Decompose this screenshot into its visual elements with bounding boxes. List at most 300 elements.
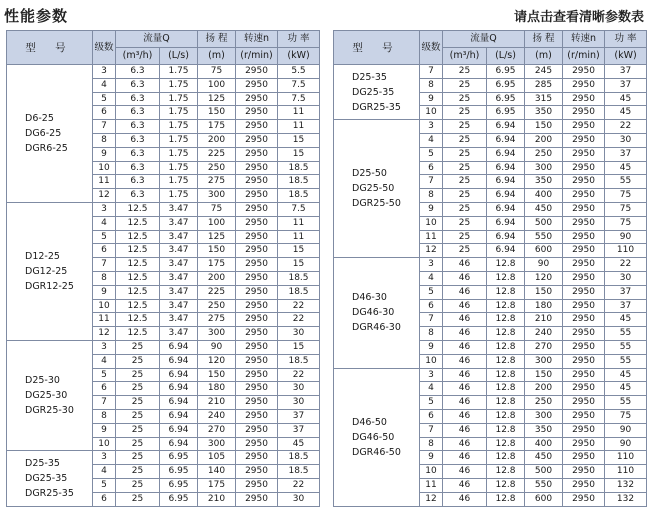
head-cell: 300 xyxy=(525,354,563,368)
speed-cell: 2950 xyxy=(236,78,278,92)
stage-cell: 11 xyxy=(93,175,116,189)
flow-ls-cell: 12.8 xyxy=(487,465,525,479)
speed-cell: 2950 xyxy=(236,368,278,382)
flow-ls-cell: 6.94 xyxy=(487,216,525,230)
flow-ls-cell: 12.8 xyxy=(487,492,525,506)
speed-cell: 2950 xyxy=(236,216,278,230)
speed-cell: 2950 xyxy=(236,340,278,354)
flow-m3h-cell: 46 xyxy=(443,327,487,341)
speed-cell: 2950 xyxy=(236,285,278,299)
power-cell: 18.5 xyxy=(278,465,320,479)
stage-cell: 11 xyxy=(420,478,443,492)
flow-m3h-cell: 6.3 xyxy=(116,92,160,106)
model-name: D25-35 xyxy=(352,71,387,83)
header-flow-unit-m3h: (m³/h) xyxy=(116,48,160,65)
model-name: DGR25-35 xyxy=(25,487,74,499)
flow-ls-cell: 6.94 xyxy=(487,202,525,216)
table-row xyxy=(7,65,320,79)
flow-m3h-cell: 46 xyxy=(443,451,487,465)
header-stages: 级数 xyxy=(93,31,116,65)
stage-cell: 10 xyxy=(420,216,443,230)
flow-m3h-cell: 46 xyxy=(443,423,487,437)
power-cell: 15 xyxy=(278,147,320,161)
head-cell: 125 xyxy=(198,230,236,244)
speed-cell: 2950 xyxy=(563,396,605,410)
speed-cell: 2950 xyxy=(563,161,605,175)
flow-m3h-cell: 25 xyxy=(443,147,487,161)
speed-cell: 2950 xyxy=(236,271,278,285)
power-cell: 11 xyxy=(278,230,320,244)
power-cell: 132 xyxy=(605,478,647,492)
flow-m3h-cell: 25 xyxy=(443,230,487,244)
power-cell: 11 xyxy=(278,120,320,134)
power-cell: 55 xyxy=(605,340,647,354)
flow-m3h-cell: 25 xyxy=(443,78,487,92)
head-cell: 150 xyxy=(198,244,236,258)
speed-cell: 2950 xyxy=(236,478,278,492)
flow-ls-cell: 6.94 xyxy=(487,244,525,258)
flow-m3h-cell: 25 xyxy=(116,382,160,396)
flow-ls-cell: 12.8 xyxy=(487,437,525,451)
flow-ls-cell: 6.94 xyxy=(160,354,198,368)
speed-cell: 2950 xyxy=(236,492,278,506)
view-clear-table-link[interactable]: 请点击查看清晰参数表 xyxy=(513,10,644,25)
speed-cell: 2950 xyxy=(563,354,605,368)
power-cell: 37 xyxy=(605,285,647,299)
flow-ls-cell: 12.8 xyxy=(487,409,525,423)
model-name: D25-30 xyxy=(25,375,60,387)
flow-ls-cell: 12.8 xyxy=(487,327,525,341)
stage-cell: 6 xyxy=(93,244,116,258)
flow-ls-cell: 6.95 xyxy=(487,78,525,92)
flow-m3h-cell: 46 xyxy=(443,382,487,396)
header-model: 型 号 xyxy=(7,31,93,65)
header-head: 扬 程 xyxy=(525,31,563,48)
head-cell: 285 xyxy=(525,78,563,92)
model-name: DGR12-25 xyxy=(25,280,74,292)
speed-cell: 2950 xyxy=(236,230,278,244)
stage-cell: 3 xyxy=(93,202,116,216)
head-cell: 600 xyxy=(525,244,563,258)
speed-cell: 2950 xyxy=(563,285,605,299)
head-cell: 105 xyxy=(198,451,236,465)
flow-m3h-cell: 12.5 xyxy=(116,216,160,230)
speed-cell: 2950 xyxy=(236,382,278,396)
power-cell: 75 xyxy=(605,202,647,216)
power-cell: 45 xyxy=(605,313,647,327)
model-name: DGR46-50 xyxy=(352,446,401,458)
speed-cell: 2950 xyxy=(236,299,278,313)
model-name: DGR25-50 xyxy=(352,198,401,210)
power-cell: 45 xyxy=(605,368,647,382)
flow-ls-cell: 3.47 xyxy=(160,216,198,230)
head-cell: 200 xyxy=(525,133,563,147)
flow-m3h-cell: 25 xyxy=(116,423,160,437)
table-row xyxy=(7,451,320,465)
speed-cell: 2950 xyxy=(236,65,278,79)
power-cell: 90 xyxy=(605,230,647,244)
stage-cell: 7 xyxy=(93,120,116,134)
flow-ls-cell: 1.75 xyxy=(160,175,198,189)
header-speed-unit: (r/min) xyxy=(563,48,605,65)
flow-ls-cell: 6.94 xyxy=(160,396,198,410)
power-cell: 30 xyxy=(605,133,647,147)
speed-cell: 2950 xyxy=(563,451,605,465)
head-cell: 550 xyxy=(525,230,563,244)
flow-m3h-cell: 12.5 xyxy=(116,244,160,258)
speed-cell: 2950 xyxy=(236,409,278,423)
stage-cell: 10 xyxy=(93,299,116,313)
flow-ls-cell: 3.47 xyxy=(160,202,198,216)
flow-m3h-cell: 12.5 xyxy=(116,327,160,341)
model-name: D25-50 xyxy=(352,168,387,180)
head-cell: 120 xyxy=(198,354,236,368)
head-cell: 180 xyxy=(198,382,236,396)
header-flow-unit-ls: (L/s) xyxy=(487,48,525,65)
speed-cell: 2950 xyxy=(236,423,278,437)
stage-cell: 4 xyxy=(420,271,443,285)
stage-cell: 10 xyxy=(93,437,116,451)
flow-ls-cell: 12.8 xyxy=(487,423,525,437)
model-name: DG46-50 xyxy=(352,431,395,443)
flow-m3h-cell: 25 xyxy=(443,202,487,216)
flow-m3h-cell: 25 xyxy=(116,409,160,423)
head-cell: 450 xyxy=(525,451,563,465)
model-cell xyxy=(7,340,93,450)
head-cell: 90 xyxy=(525,258,563,272)
flow-ls-cell: 3.47 xyxy=(160,230,198,244)
power-cell: 90 xyxy=(605,423,647,437)
flow-ls-cell: 6.94 xyxy=(487,161,525,175)
head-cell: 150 xyxy=(525,368,563,382)
power-cell: 110 xyxy=(605,451,647,465)
speed-cell: 2950 xyxy=(236,120,278,134)
head-cell: 500 xyxy=(525,465,563,479)
flow-ls-cell: 12.8 xyxy=(487,258,525,272)
flow-m3h-cell: 25 xyxy=(443,189,487,203)
speed-cell: 2950 xyxy=(563,327,605,341)
flow-ls-cell: 3.47 xyxy=(160,271,198,285)
model-name: DG25-50 xyxy=(352,183,395,195)
flow-ls-cell: 1.75 xyxy=(160,106,198,120)
stage-cell: 3 xyxy=(93,451,116,465)
header-power: 功 率 xyxy=(278,31,320,48)
stage-cell: 5 xyxy=(420,285,443,299)
flow-m3h-cell: 46 xyxy=(443,258,487,272)
speed-cell: 2950 xyxy=(236,106,278,120)
head-cell: 250 xyxy=(198,299,236,313)
flow-m3h-cell: 12.5 xyxy=(116,202,160,216)
flow-m3h-cell: 25 xyxy=(116,451,160,465)
head-cell: 270 xyxy=(525,340,563,354)
speed-cell: 2950 xyxy=(236,92,278,106)
model-name: D46-50 xyxy=(352,416,387,428)
stage-cell: 4 xyxy=(93,216,116,230)
power-cell: 18.5 xyxy=(278,189,320,203)
table-row xyxy=(334,368,647,382)
power-cell: 45 xyxy=(605,92,647,106)
flow-m3h-cell: 25 xyxy=(116,437,160,451)
head-cell: 300 xyxy=(525,161,563,175)
speed-cell: 2950 xyxy=(563,437,605,451)
power-cell: 30 xyxy=(605,271,647,285)
stage-cell: 3 xyxy=(420,258,443,272)
stage-cell: 9 xyxy=(93,423,116,437)
speed-cell: 2950 xyxy=(563,299,605,313)
flow-m3h-cell: 46 xyxy=(443,396,487,410)
model-name: DG12-25 xyxy=(25,265,68,277)
head-cell: 250 xyxy=(198,161,236,175)
stage-cell: 5 xyxy=(93,230,116,244)
head-cell: 300 xyxy=(198,437,236,451)
head-cell: 240 xyxy=(198,409,236,423)
stage-cell: 6 xyxy=(420,161,443,175)
head-cell: 180 xyxy=(525,299,563,313)
power-cell: 18.5 xyxy=(278,175,320,189)
power-cell: 18.5 xyxy=(278,271,320,285)
head-cell: 150 xyxy=(525,120,563,134)
stage-cell: 9 xyxy=(420,451,443,465)
power-cell: 37 xyxy=(278,409,320,423)
flow-m3h-cell: 25 xyxy=(116,478,160,492)
power-cell: 7.5 xyxy=(278,202,320,216)
head-cell: 250 xyxy=(525,396,563,410)
model-cell xyxy=(7,202,93,340)
power-cell: 30 xyxy=(278,327,320,341)
flow-ls-cell: 6.94 xyxy=(160,382,198,396)
speed-cell: 2950 xyxy=(563,147,605,161)
model-name: D46-30 xyxy=(352,292,387,304)
flow-ls-cell: 6.94 xyxy=(160,423,198,437)
flow-m3h-cell: 25 xyxy=(116,492,160,506)
speed-cell: 2950 xyxy=(563,382,605,396)
power-cell: 75 xyxy=(605,409,647,423)
flow-m3h-cell: 25 xyxy=(116,396,160,410)
header-power-unit: (kW) xyxy=(278,48,320,65)
flow-ls-cell: 12.8 xyxy=(487,451,525,465)
speed-cell: 2950 xyxy=(563,78,605,92)
power-cell: 18.5 xyxy=(278,354,320,368)
speed-cell: 2950 xyxy=(236,147,278,161)
flow-ls-cell: 6.95 xyxy=(160,492,198,506)
speed-cell: 2950 xyxy=(563,202,605,216)
flow-m3h-cell: 25 xyxy=(443,244,487,258)
stage-cell: 10 xyxy=(420,354,443,368)
stage-cell: 9 xyxy=(93,285,116,299)
model-name: DG25-35 xyxy=(352,86,395,98)
stage-cell: 11 xyxy=(93,313,116,327)
head-cell: 210 xyxy=(198,492,236,506)
head-cell: 250 xyxy=(525,147,563,161)
power-cell: 132 xyxy=(605,492,647,506)
flow-ls-cell: 3.47 xyxy=(160,299,198,313)
power-cell: 55 xyxy=(605,327,647,341)
flow-m3h-cell: 25 xyxy=(116,465,160,479)
power-cell: 110 xyxy=(605,244,647,258)
power-cell: 7.5 xyxy=(278,92,320,106)
model-name: D12-25 xyxy=(25,250,60,262)
head-cell: 225 xyxy=(198,285,236,299)
flow-ls-cell: 6.94 xyxy=(487,189,525,203)
head-cell: 450 xyxy=(525,202,563,216)
flow-ls-cell: 6.94 xyxy=(487,133,525,147)
head-cell: 225 xyxy=(198,147,236,161)
flow-m3h-cell: 12.5 xyxy=(116,271,160,285)
flow-ls-cell: 1.75 xyxy=(160,120,198,134)
head-cell: 240 xyxy=(525,327,563,341)
head-cell: 350 xyxy=(525,423,563,437)
power-cell: 11 xyxy=(278,216,320,230)
model-name: DG25-30 xyxy=(25,390,68,402)
power-cell: 5.5 xyxy=(278,65,320,79)
header-head-unit: (m) xyxy=(525,48,563,65)
flow-ls-cell: 1.75 xyxy=(160,147,198,161)
table-body-right xyxy=(334,65,647,507)
stage-cell: 3 xyxy=(93,340,116,354)
stage-cell: 9 xyxy=(93,147,116,161)
stage-cell: 7 xyxy=(420,175,443,189)
flow-m3h-cell: 46 xyxy=(443,492,487,506)
speed-cell: 2950 xyxy=(563,271,605,285)
head-cell: 350 xyxy=(525,106,563,120)
flow-ls-cell: 1.75 xyxy=(160,78,198,92)
flow-m3h-cell: 6.3 xyxy=(116,65,160,79)
header-head: 扬 程 xyxy=(198,31,236,48)
header-flow-unit-ls: (L/s) xyxy=(160,48,198,65)
flow-ls-cell: 12.8 xyxy=(487,313,525,327)
head-cell: 125 xyxy=(198,92,236,106)
flow-m3h-cell: 46 xyxy=(443,271,487,285)
stage-cell: 9 xyxy=(420,92,443,106)
stage-cell: 8 xyxy=(420,78,443,92)
flow-m3h-cell: 25 xyxy=(443,216,487,230)
head-cell: 400 xyxy=(525,437,563,451)
power-cell: 15 xyxy=(278,258,320,272)
stage-cell: 3 xyxy=(93,65,116,79)
flow-m3h-cell: 12.5 xyxy=(116,258,160,272)
flow-ls-cell: 6.95 xyxy=(160,478,198,492)
head-cell: 275 xyxy=(198,313,236,327)
stage-cell: 8 xyxy=(420,327,443,341)
speed-cell: 2950 xyxy=(563,106,605,120)
model-name: DG6-25 xyxy=(25,127,62,139)
head-cell: 200 xyxy=(198,271,236,285)
head-cell: 100 xyxy=(198,216,236,230)
stage-cell: 4 xyxy=(93,465,116,479)
stage-cell: 8 xyxy=(420,437,443,451)
flow-m3h-cell: 6.3 xyxy=(116,78,160,92)
speed-cell: 2950 xyxy=(236,354,278,368)
flow-m3h-cell: 6.3 xyxy=(116,161,160,175)
table-row xyxy=(334,258,647,272)
table-body-left xyxy=(7,65,320,507)
head-cell: 270 xyxy=(198,423,236,437)
flow-m3h-cell: 46 xyxy=(443,437,487,451)
power-cell: 37 xyxy=(605,78,647,92)
head-cell: 275 xyxy=(198,175,236,189)
head-cell: 175 xyxy=(198,478,236,492)
head-cell: 100 xyxy=(198,78,236,92)
power-cell: 22 xyxy=(278,299,320,313)
flow-m3h-cell: 25 xyxy=(443,65,487,79)
stage-cell: 8 xyxy=(93,409,116,423)
head-cell: 300 xyxy=(198,189,236,203)
speed-cell: 2950 xyxy=(563,216,605,230)
model-name: D25-35 xyxy=(25,457,60,469)
speed-cell: 2950 xyxy=(563,189,605,203)
flow-m3h-cell: 46 xyxy=(443,478,487,492)
model-cell xyxy=(7,65,93,203)
flow-m3h-cell: 6.3 xyxy=(116,175,160,189)
speed-cell: 2950 xyxy=(563,120,605,134)
stage-cell: 12 xyxy=(93,327,116,341)
speed-cell: 2950 xyxy=(563,65,605,79)
speed-cell: 2950 xyxy=(563,92,605,106)
header-flow: 流量Q xyxy=(443,31,525,48)
power-cell: 110 xyxy=(605,465,647,479)
head-cell: 350 xyxy=(525,175,563,189)
flow-m3h-cell: 12.5 xyxy=(116,313,160,327)
power-cell: 15 xyxy=(278,244,320,258)
speed-cell: 2950 xyxy=(236,396,278,410)
stage-cell: 6 xyxy=(93,492,116,506)
flow-ls-cell: 3.47 xyxy=(160,285,198,299)
model-cell xyxy=(7,451,93,506)
speed-cell: 2950 xyxy=(236,244,278,258)
flow-ls-cell: 6.94 xyxy=(487,120,525,134)
performance-table-left xyxy=(6,30,320,507)
speed-cell: 2950 xyxy=(563,244,605,258)
flow-m3h-cell: 46 xyxy=(443,409,487,423)
table-row xyxy=(7,340,320,354)
header-flow: 流量Q xyxy=(116,31,198,48)
speed-cell: 2950 xyxy=(236,258,278,272)
stage-cell: 8 xyxy=(93,133,116,147)
model-name: D6-25 xyxy=(25,112,54,124)
stage-cell: 6 xyxy=(93,106,116,120)
flow-m3h-cell: 6.3 xyxy=(116,147,160,161)
stage-cell: 8 xyxy=(420,189,443,203)
head-cell: 500 xyxy=(525,216,563,230)
flow-ls-cell: 3.47 xyxy=(160,244,198,258)
stage-cell: 4 xyxy=(420,382,443,396)
power-cell: 30 xyxy=(278,492,320,506)
model-name: DGR25-35 xyxy=(352,101,401,113)
head-cell: 210 xyxy=(525,313,563,327)
flow-ls-cell: 12.8 xyxy=(487,368,525,382)
stage-cell: 4 xyxy=(420,133,443,147)
stage-cell: 7 xyxy=(420,423,443,437)
flow-ls-cell: 6.95 xyxy=(160,465,198,479)
power-cell: 75 xyxy=(605,216,647,230)
power-cell: 45 xyxy=(278,437,320,451)
power-cell: 18.5 xyxy=(278,285,320,299)
head-cell: 200 xyxy=(198,133,236,147)
flow-m3h-cell: 25 xyxy=(116,368,160,382)
speed-cell: 2950 xyxy=(563,368,605,382)
speed-cell: 2950 xyxy=(563,340,605,354)
stage-cell: 10 xyxy=(420,465,443,479)
flow-m3h-cell: 12.5 xyxy=(116,299,160,313)
speed-cell: 2950 xyxy=(563,423,605,437)
stage-cell: 7 xyxy=(93,396,116,410)
table-row xyxy=(334,65,647,79)
speed-cell: 2950 xyxy=(236,175,278,189)
stage-cell: 7 xyxy=(93,258,116,272)
head-cell: 550 xyxy=(525,478,563,492)
flow-m3h-cell: 46 xyxy=(443,354,487,368)
stage-cell: 12 xyxy=(420,492,443,506)
